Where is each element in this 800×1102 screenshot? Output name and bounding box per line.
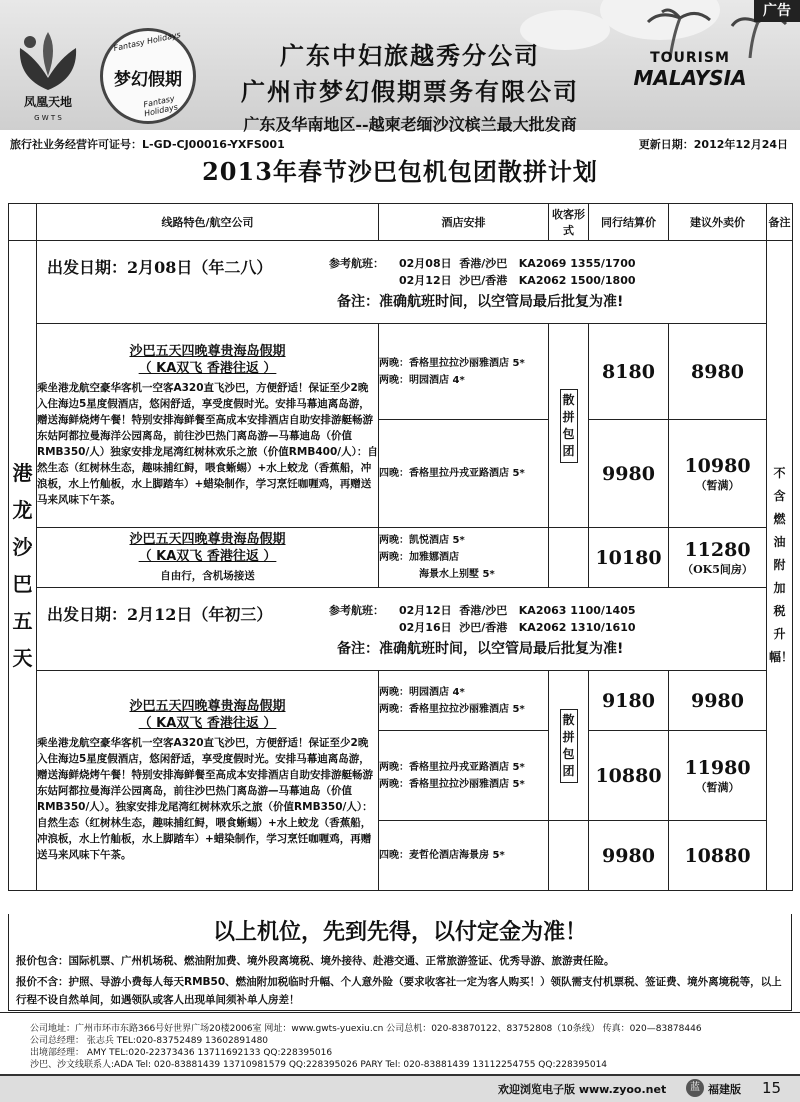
malaysia-word: MALAYSIA — [633, 66, 747, 90]
footer-contacts: 沙巴、沙文线联系人:ADA Tel: 020-83881439 13710981579 QQ:228395026 PARY Tel: 020-83881439 13112254755 QQ:228395014 — [30, 1060, 608, 1070]
net-price: 10880 — [589, 731, 669, 821]
route-subtitle: （ KA双飞 香港往返 ） — [138, 361, 277, 376]
phoenix-logo-icon — [8, 28, 88, 98]
hotel-line: 四晚：麦哲伦酒店海景房 5* — [379, 850, 505, 861]
footer-outbound: 出境部经理： AMY TEL:020-22373436 13711692133 QQ:228395016 — [30, 1048, 333, 1058]
flight-outbound: 02月12日 香港/沙巴 KA2063 1100/1405 — [399, 604, 636, 617]
tourism-malaysia-logo — [620, 50, 760, 116]
seat-notice: 以上机位，先到先得，以付定金为准！ — [212, 919, 587, 945]
hotel-cell — [379, 528, 549, 588]
hotel-line: 两晚：香格里拉拉沙丽雅酒店 5* — [379, 778, 525, 790]
route-subtitle: （ KA双飞 香港往返 ） — [138, 716, 277, 731]
hotel-cell — [379, 821, 549, 891]
retail-value: 10980 — [684, 454, 751, 477]
hotel-line: 两晚：加雅娜酒店 — [379, 552, 459, 563]
retail-value: 11280 — [684, 538, 751, 561]
departure-block — [37, 588, 767, 671]
ad-tag: 广告 — [754, 0, 800, 22]
price-included: 报价包含：国际机票、广州机场税、燃油附加费、境外段离境税、境外接待、赴港交通、正常旅游签证、优秀导游、旅游责任险。 — [16, 955, 615, 967]
net-price: 8180 — [589, 324, 669, 420]
hotel-cell — [379, 671, 549, 731]
header-route: 线路特色/航空公司 — [37, 204, 379, 241]
route-title: 沙巴五天四晚尊贵海岛假期 — [129, 532, 286, 547]
hotel-cell — [379, 731, 549, 821]
footer-manager: 公司总经理： 张志兵 TEL:020-83752489 13602891480 — [30, 1036, 269, 1046]
retail-status: （OK5间房） — [682, 562, 753, 576]
sale-type-cell — [549, 671, 589, 821]
route-description: 乘坐港龙航空豪华客机一空客A320直飞沙巴，方便舒适！保证至少2晚入住海边5星度假酒店，悠闲舒适，享受度假时光。安排马幕迪离岛游，赠送海鲜烧烤午餐！特别安排海鲜餐至高成本安排酒店自助安排游艇畅游东姑阿都拉曼海洋公园离岛，前往沙巴热门离岛游—马幕迪岛（价值RMB350/人）。独家安排龙尾湾红树林欢乐之旅（价值RMB350/人）：自然生态（红树林生态，趣味捕红鲟，喂食蜥蜴）+水上蛟龙（香蕉船，冲浪板，水上竹舢板，水上脚踏车）+蜡染制作，学习烹饪咖喱鸡，再赠送马来风味下午茶。 — [37, 737, 373, 861]
hotel-line: 两晚：明园酒店 4* — [379, 686, 465, 698]
fuel-surcharge-note: 不含燃油附加税升幅！ — [767, 241, 793, 891]
edition-badge: 蓝 — [686, 1079, 704, 1097]
header-blank — [9, 204, 37, 241]
hotel-line: 四晚：香格里拉丹戎亚路酒店 5* — [379, 468, 525, 479]
hotel-line: 两晚：凯悦酒店 5* — [379, 535, 465, 546]
net-price: 9980 — [589, 821, 669, 891]
retail-value: 9980 — [691, 689, 744, 712]
route-description: 自由行，含机场接送 — [160, 570, 255, 582]
hotel-line: 海景水上别墅 5* — [419, 569, 495, 580]
retail-value: 10880 — [684, 844, 751, 867]
header-net: 同行结算价 — [589, 204, 669, 241]
section-label: 港龙沙巴五天 — [9, 241, 37, 891]
bottom-bar — [0, 1074, 800, 1102]
retail-price — [669, 671, 767, 731]
sale-type-empty — [549, 528, 589, 588]
page-title: 2013年春节沙巴包机包团散拼计划 — [202, 157, 598, 186]
footer-address: 公司地址：广州市环市东路366号好世界广场20楼2006室 网址：www.gwts-yuexiu.cn 公司总机：020-83870122、83752808（10条线） 传真：020—83878446 — [30, 1024, 702, 1034]
header-type: 收客形式 — [549, 204, 589, 241]
hotel-line: 两晚：香格里拉拉沙丽雅酒店 5* — [379, 357, 525, 369]
header-note: 备注 — [767, 204, 793, 241]
retail-value: 11980 — [684, 756, 751, 779]
route-description: 乘坐港龙航空豪华客机一空客A320直飞沙巴，方便舒适！保证至少2晚入住海边5星度假酒店，悠闲舒适，享受度假时光。安排马幕迪离岛游，赠送海鲜烧烤午餐！特别安排海鲜餐至高成本安排酒店自助安排游艇畅游东姑阿都拉曼海洋公园离岛，前往沙巴热门离岛游—马幕迪岛（价值RMB350/人）独家安排龙尾湾红树林欢乐之旅（价值RMB400/人）：自然生态（红树林生态，趣味捕红鲟，喂食蜥蜴）+水上蛟龙（香蕉船，冲浪板，水上竹舢板，水上脚踏车）+蜡染制作，学习烹饪咖喱鸡，再赠送马来风味下午茶。 — [37, 382, 378, 506]
retail-status: （暂满） — [695, 780, 740, 794]
tourism-word: TOURISM — [650, 50, 730, 66]
tour-table — [8, 203, 793, 891]
net-price: 9180 — [589, 671, 669, 731]
flight-note: 备注：准确航班时间，以空管局最后批复为准! — [337, 641, 624, 657]
hotel-line: 两晚：香格里拉拉沙丽雅酒店 5* — [379, 703, 525, 715]
route-cell — [37, 528, 379, 588]
sale-type: 散拼包团 — [560, 709, 578, 783]
retail-price — [669, 731, 767, 821]
net-price: 9980 — [589, 420, 669, 528]
departure-date: 出发日期：2月08日（年二八） — [47, 258, 273, 277]
page-number: 15 — [762, 1079, 782, 1097]
welcome-text: 欢迎浏览电子版 www.zyoo.net — [498, 1083, 667, 1096]
route-cell — [37, 324, 379, 528]
flight-return: 02月16日 沙巴/香港 KA2062 1310/1610 — [399, 621, 636, 634]
retail-price — [669, 324, 767, 420]
hotel-line: 两晚：香格里拉丹戎亚路酒店 5* — [379, 761, 525, 773]
phoenix-logo-text: 凤凰天地 — [23, 95, 72, 109]
departure-date: 出发日期：2月12日（年初三） — [47, 605, 273, 624]
edition-name: 福建版 — [708, 1083, 741, 1096]
retail-price — [669, 528, 767, 588]
route-cell — [37, 671, 379, 891]
license-number: 旅行社业务经营许可证号：L-GD-CJ00016-YXFS001 — [10, 138, 285, 151]
table-header-row — [9, 204, 793, 241]
retail-status: （暂满） — [695, 478, 740, 492]
departure-block — [37, 241, 767, 324]
hotel-cell — [379, 324, 549, 420]
header-hotel: 酒店安排 — [379, 204, 549, 241]
route-subtitle: （ KA双飞 香港往返 ） — [138, 549, 277, 564]
sale-type-cell — [549, 324, 589, 528]
sale-type: 散拼包团 — [560, 389, 578, 463]
route-title: 沙巴五天四晚尊贵海岛假期 — [129, 344, 286, 359]
net-price: 10180 — [589, 528, 669, 588]
retail-value: 8980 — [691, 360, 744, 383]
company-name-2: 广州市梦幻假期票务有限公司 — [241, 77, 579, 106]
hotel-line: 两晚：明园酒店 4* — [379, 374, 465, 386]
contact-footer — [0, 1012, 800, 1073]
fantasy-holidays-logo — [100, 28, 196, 124]
retail-price — [669, 821, 767, 891]
fantasy-en-top: Fantasy Holidays — [112, 29, 182, 54]
update-date: 更新日期：2012年12月24日 — [638, 138, 788, 151]
flight-label: 参考航班： — [329, 604, 384, 617]
fantasy-en-bottom: Fantasy Holidays — [142, 93, 179, 119]
sale-type-empty — [549, 821, 589, 891]
phoenix-logo — [8, 28, 88, 122]
price-excluded: 报价不含：护照、导游小费每人每天RMB50、燃油附加税临时升幅、个人意外险（要求收客社一定为客人购买！）领队需支付机票税、签证费、境外离境税等，以上行程不设自然单间，如遇领队或客人出现单间须补单人房差！ — [16, 976, 782, 1006]
phoenix-logo-sub: G W T S — [34, 114, 62, 122]
company-name-1: 广东中妇旅越秀分公司 — [280, 41, 540, 70]
retail-price — [669, 420, 767, 528]
fantasy-brand: 梦幻假期 — [114, 70, 182, 90]
flight-note: 备注：准确航班时间，以空管局最后批复为准! — [337, 294, 624, 310]
route-title: 沙巴五天四晚尊贵海岛假期 — [129, 699, 286, 714]
hotel-cell — [379, 420, 549, 528]
header-retail: 建议外卖价 — [669, 204, 767, 241]
company-tagline: 广东及华南地区--越柬老缅沙汶槟兰最大批发商 — [243, 115, 577, 134]
flight-outbound: 02月08日 香港/沙巴 KA2069 1355/1700 — [399, 257, 636, 270]
flight-return: 02月12日 沙巴/香港 KA2062 1500/1800 — [399, 274, 636, 287]
flight-label: 参考航班： — [329, 257, 384, 270]
